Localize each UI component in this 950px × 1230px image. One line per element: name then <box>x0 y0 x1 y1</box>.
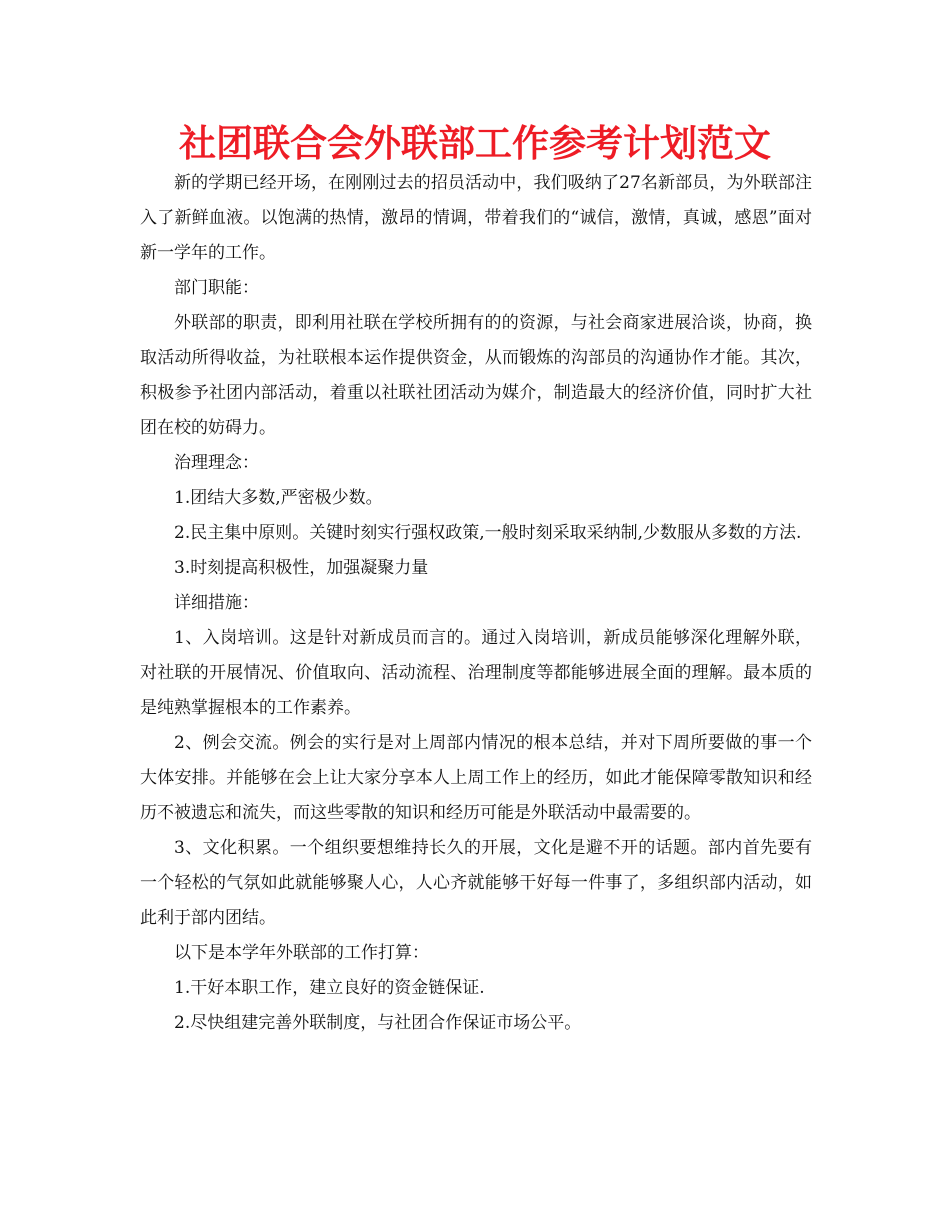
heading-detailed-measures: 详细措施： <box>174 593 259 613</box>
measure-item-3: 3、文化积累。一个组织要想维持长久的开展，文化是避不开的话题。部内首先要有一个轻松的气氛如此就能够聚人心，人心齐就能够干好每一件事了，多组织部内活动，如此利于部内团结。 <box>140 838 812 928</box>
philosophy-item-3: 3.时刻提高积极性，加强凝聚力量 <box>174 558 429 578</box>
paragraph-functions: 外联部的职责，即利用社联在学校所拥有的的资源，与社会商家进展洽谈，协商，换取活动所得收益，为社联根本运作提供资金，从而锻炼的沟部员的沟通协作才能。其次，积极参予社团内部活动，着重以社联社团活动为媒介，制造最大的经济价值，同时扩大社团在校的妨碍力。 <box>140 313 812 438</box>
paragraph-intro: 新的学期已经开场，在刚刚过去的招员活动中，我们吸纳了27名新部员，为外联部注入了新鲜血液。以饱满的热情，激昂的情调，带着我们的“诚信，激情，真诚，感恩”面对新一学年的工作。 <box>140 173 812 263</box>
measure-item-1: 1、入岗培训。这是针对新成员而言的。通过入岗培训，新成员能够深化理解外联，对社联的开展情况、价值取向、活动流程、治理制度等都能够进展全面的理解。最本质的是纯熟掌握根本的工作素养。 <box>140 628 812 718</box>
heading-management-philosophy: 治理理念： <box>174 453 259 473</box>
document-title: 社团联合会外联部工作参考计划范文 <box>179 122 771 165</box>
philosophy-item-1: 1.团结大多数,严密极少数。 <box>174 488 383 508</box>
philosophy-item-2: 2.民主集中原则。关键时刻实行强权政策,一般时刻采取采纳制,少数服从多数的方法. <box>174 523 802 543</box>
heading-work-plan: 以下是本学年外联部的工作打算： <box>174 943 429 963</box>
document-body <box>140 166 812 1041</box>
plan-item-2: 2.尽快组建完善外联制度，与社团合作保证市场公平。 <box>174 1013 582 1033</box>
measure-item-2: 2、例会交流。例会的实行是对上周部内情况的根本总结，并对下周所要做的事一个大体安排。并能够在会上让大家分享本人上周工作上的经历，如此才能保障零散知识和经历不被遗忘和流失，而这些零散的知识和经历可能是外联活动中最需要的。 <box>140 733 812 823</box>
heading-department-functions: 部门职能： <box>174 278 259 298</box>
plan-item-1: 1.干好本职工作，建立良好的资金链保证. <box>174 978 485 998</box>
